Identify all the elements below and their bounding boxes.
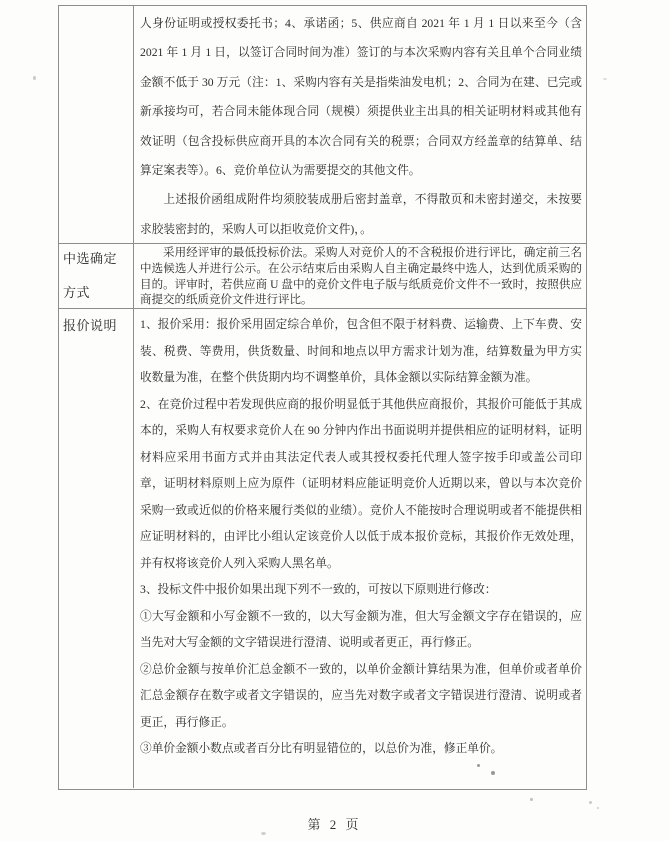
page-number: 第 2 页	[307, 817, 362, 832]
row-label-quotation-notes: 报价说明	[59, 309, 134, 788]
scan-artifact	[33, 76, 36, 80]
paragraph: ①大写金额和小写金额不一致的，以大写金额为准，但大写金额文字存在错误的，应当先对大写金额的文字错误进行澄清、说明或者更正，再行修正。	[140, 609, 582, 649]
scan-artifact	[261, 832, 266, 835]
scan-artifact	[603, 78, 607, 80]
table-row	[59, 244, 586, 309]
row-label-selection-method: 中选确定方式	[59, 244, 134, 308]
scan-artifact	[491, 771, 495, 775]
paragraph: ②总价金额与按单价汇总金额不一致的，以单价金额计算结果为准，但单价或者单价汇总金额存在数字或者文字错误的，应当先对数字或者文字错误进行澄清、说明或者更正，再行修正。	[140, 662, 582, 729]
scan-artifact	[530, 798, 533, 801]
table-row	[59, 309, 586, 788]
selection-method-cell	[134, 244, 586, 308]
paragraph: 采用经评审的最低投标价法。采购人对竞价人的不含税报价进行评比，确定前三名中选候选人并进行公示。在公示结束后由采购人自主确定最终中选人，达到优质采购的目的。评审时，若供应商 U 盘中的竞价文件电子版与纸质竞价文件不一致时，按照供应商提交的纸质竞价文件进行评比。	[140, 247, 582, 307]
table-row	[59, 6, 586, 244]
paragraph: ③单价金额小数点或者百分比有明显错位的，以总价为准，修正单价。	[140, 742, 503, 755]
procurement-terms-table	[58, 5, 587, 790]
paragraph: 1、报价采用：报价采用固定综合单价，包含但不限于材料费、运输费、上下车费、安装、税费、等费用，供货数量、时间和地点以甲方需求计划为准，结算数量为甲方实收数量为准，在整个供货期内均不调整单价，具体金额以实际结算金额为准。	[140, 318, 582, 384]
scan-artifact	[477, 764, 480, 767]
paragraph: 上述报价函组成附件均须胶装成册后密封盖章，不得散页和未密封递交，未按要求胶装密封的，采购人可以拒收竞价文件)，。	[140, 193, 582, 236]
scan-artifact	[597, 807, 599, 809]
paragraph: 2、在竞价过程中若发现供应商的报价明显低于其他供应商报价，其报价可能低于其成本的，采购人有权要求竞价人在 90 分钟内作出书面说明并提供相应的证明材料，证明材料应采用书面方式并由其法定代表人或其授权委托代理人签字按手印或盖公司印章，证明材料原则上应为原件（证明材料应能证明竞价人近期以来，曾以与本次竞价采购一致或近似的价格来履行类似的业绩）。竞价人不能按时合理说明或者不能提供相应证明材料的，由评比小组认定该竞价人以低于成本报价竞标，其报价作无效处理，并有权将该竞价人列入采购人黑名单。	[140, 397, 582, 570]
paragraph: 人身份证明或授权委托书；4、承诺函；5、供应商自 2021 年 1 月 1 日以来至今（含 2021 年 1 月 1 日，以签订合同时间为准）签订的与本次采购内容有关且单个合同业绩金额不低于 30 万元（注：1、采购内容有关是指柴油发电机；2、合同为在建、已完或新承接均可，若合同未能体现合同（规模）须提供业主出具的相关证明材料或其他有效证明（包含投标供应商开具的本次合同有关的税票；合同双方经盖章的结算单、结算定案表等）。6、竞价单位认为需要提交的其他文件。	[140, 17, 582, 178]
paragraph: 3、投标文件中报价如果出现下列不一致的，可按以下原则进行修改：	[140, 583, 497, 596]
quotation-notes-cell	[134, 309, 586, 788]
scan-artifact	[589, 801, 592, 804]
row-label-continued	[59, 6, 134, 243]
qualification-documents-cell	[134, 6, 586, 243]
